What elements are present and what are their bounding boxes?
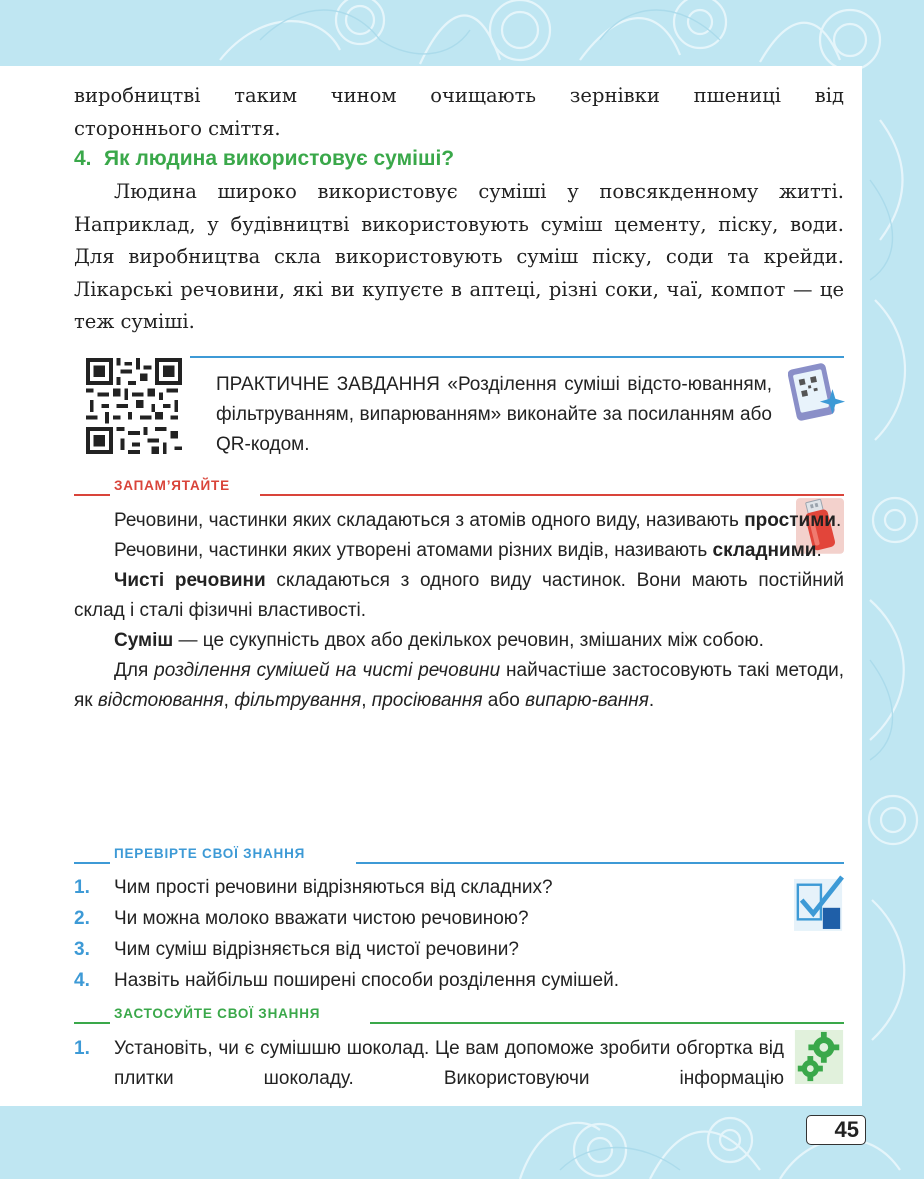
remember-p5-a: Для — [114, 660, 155, 681]
remember-rule-left — [74, 494, 110, 496]
question-number: 4. — [74, 970, 90, 991]
question-number: 3. — [74, 939, 90, 960]
tablet-qr-icon — [788, 360, 846, 422]
remember-p3-text: складаються з одного виду частинок. Вони мають постійний склад і сталі фізичні властивості. — [74, 570, 844, 621]
list-item — [74, 934, 619, 965]
remember-p5-k: . — [648, 690, 655, 711]
term-pure-substances: Чисті речовини — [114, 570, 266, 591]
section-number: 4. — [74, 147, 92, 170]
term-mixture: Суміш — [114, 630, 174, 651]
remember-p1-end: . — [835, 510, 842, 531]
remember-p2-text: Речовини, частинки яких утворені атомами різних видів, називають — [114, 540, 713, 561]
remember-p5-b: розділення сумішей на чисті речовини — [154, 660, 501, 681]
list-item — [74, 903, 619, 934]
question-text: Чи можна молоко вважати чистою речовиною? — [114, 908, 529, 929]
intro-line-1: виробництві таким чином очищають зернівки пшениці від — [74, 84, 844, 107]
check-label: ПЕРЕВІРТЕ СВОЇ ЗНАННЯ — [110, 846, 309, 861]
apply-number: 1. — [74, 1038, 90, 1059]
question-text: Назвіть найбільш поширені способи розділення сумішей. — [114, 970, 620, 991]
intro-text — [74, 80, 844, 145]
method-evaporation: випарю-вання — [525, 690, 649, 711]
remember-p5-g: , — [361, 690, 372, 711]
remember-text — [74, 506, 844, 716]
remember-paragraph-2 — [74, 536, 844, 566]
practical-top-rule — [190, 356, 844, 358]
section-paragraph: Людина широко використовує суміші у повсякденному житті. Наприклад, у будівництві використовують суміш цементу, піску, води. Для виробництва скла використовують суміш піску, соди та крейди. Лікарські речовини, які ви купуєте в аптеці, різні соки, чаї, компот — це теж суміші. — [74, 180, 844, 333]
question-number: 2. — [74, 908, 90, 929]
remember-paragraph-4 — [74, 626, 844, 656]
practical-task-line-1: ПРАКТИЧНЕ ЗАВДАННЯ «Розділення суміші відсто- — [216, 374, 688, 395]
intro-line-2: стороннього сміття. — [74, 116, 281, 140]
apply-text: Установіть, чи є сумішшю шоколад. Це вам допоможе зробити обгортка від плитки шоколаду. Використовуючи інформацію — [114, 1038, 784, 1089]
check-rule-right — [356, 862, 844, 864]
list-item — [74, 872, 619, 903]
qr-code[interactable] — [86, 358, 182, 454]
method-sieving: просіювання — [371, 690, 483, 711]
question-text: Чим прості речовини відрізняються від складних? — [114, 877, 553, 898]
gears-icon — [794, 1030, 844, 1084]
apply-label: ЗАСТОСУЙТЕ СВОЇ ЗНАННЯ — [110, 1006, 324, 1021]
remember-p2-end: . — [816, 540, 822, 561]
remember-paragraph-1 — [74, 506, 844, 536]
section-paragraph-block — [74, 176, 844, 339]
remember-p4-text: — це сукупність двох або декількох речовин, змішаних між собою. — [173, 630, 764, 651]
practical-task-line-rest: юванням, фільтруванням, випарюванням» виконайте за посиланням або QR-кодом. — [216, 374, 772, 455]
remember-rule-right — [260, 494, 844, 496]
remember-label: ЗАПАМ’ЯТАЙТЕ — [110, 478, 234, 493]
remember-paragraph-5 — [74, 656, 844, 716]
checklist-icon — [794, 874, 844, 932]
list-item — [74, 965, 619, 996]
section-title: Як людина використовує суміші? — [104, 147, 455, 170]
check-questions — [74, 872, 619, 996]
method-filtering: фільтрування — [234, 690, 362, 711]
remember-p1-text: Речовини, частинки яких складаються з атомів одного виду, називають — [114, 510, 745, 531]
question-text: Чим суміш відрізняється від чистої речовини? — [114, 939, 519, 960]
apply-item — [74, 1034, 784, 1094]
section-heading — [74, 147, 454, 171]
term-complex: складними — [712, 540, 817, 561]
apply-rule-left — [74, 1022, 110, 1024]
term-simple: простими — [744, 510, 836, 531]
question-number: 1. — [74, 877, 90, 898]
remember-p5-c: найчастіше застосовують такі методи, як — [74, 660, 845, 711]
remember-paragraph-3 — [74, 566, 844, 626]
apply-rule-right — [370, 1022, 844, 1024]
check-rule-left — [74, 862, 110, 864]
remember-p5-e: , — [223, 690, 235, 711]
page-number: 45 — [806, 1115, 866, 1145]
remember-p5-i: або — [482, 690, 526, 711]
method-settling: відстоювання — [97, 690, 224, 711]
practical-task-text — [216, 370, 772, 460]
